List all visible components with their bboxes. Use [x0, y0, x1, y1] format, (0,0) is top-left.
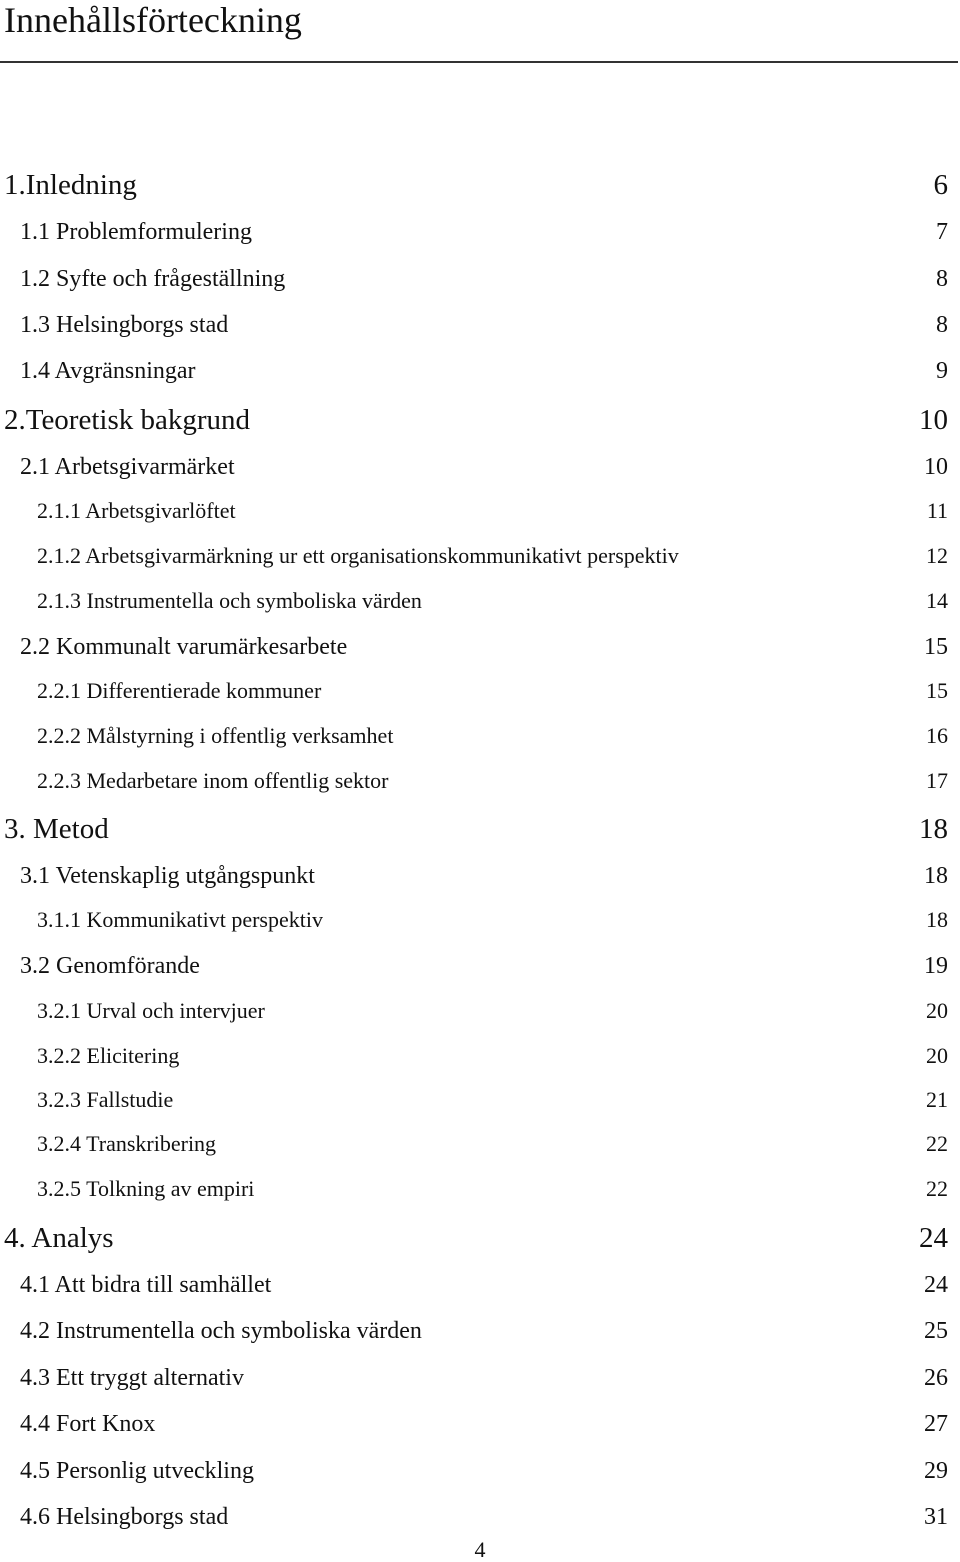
toc-entry: [4, 1221, 948, 1255]
toc-entry-label: 3.2.3 Fallstudie: [37, 1087, 174, 1112]
toc-entry: [37, 723, 948, 749]
toc-entry-page: 8: [936, 312, 948, 338]
toc-entry-label: 2.1.1 Arbetsgivarlöftet: [37, 498, 236, 523]
toc-entry: [20, 1410, 948, 1438]
toc-entry-label: 4.2 Instrumentella och symboliska värden: [20, 1318, 422, 1344]
toc-entry-label: 2.2.1 Differentierade kommuner: [37, 678, 322, 703]
toc-entry-page: 12: [926, 543, 948, 568]
toc-entry-page: 22: [926, 1176, 948, 1201]
toc-entry-page: 20: [926, 1043, 948, 1068]
toc-entry-page: 16: [926, 723, 948, 748]
toc-entry: [37, 1043, 948, 1069]
toc-entry: [4, 168, 948, 202]
toc-entry-page: 25: [924, 1318, 948, 1344]
toc-entry-label: 4. Analys: [4, 1222, 114, 1254]
toc-entry-label: 2.1 Arbetsgivarmärket: [20, 454, 235, 480]
toc-entry-page: 21: [926, 1087, 948, 1112]
toc-entry: [20, 633, 948, 661]
toc-entry-label: 3.2.1 Urval och intervjuer: [37, 998, 265, 1023]
toc-entry-label: 1.3 Helsingborgs stad: [20, 312, 229, 338]
toc-entry-label: 1.Inledning: [4, 169, 137, 201]
toc-entry-page: 8: [936, 266, 948, 292]
toc-entry-label: 1.1 Problemformulering: [20, 219, 252, 245]
title-divider: [0, 61, 958, 63]
toc-entry: [37, 588, 948, 614]
toc-entry-page: 11: [926, 498, 948, 523]
toc-entry-label: 2.2.2 Målstyrning i offentlig verksamhet: [37, 723, 394, 748]
toc-entry-label: 4.5 Personlig utveckling: [20, 1458, 254, 1484]
toc-entry: [20, 1317, 948, 1345]
toc-entry-label: 2.2 Kommunalt varumärkesarbete: [20, 634, 348, 660]
toc-entry-label: 4.1 Att bidra till samhället: [20, 1272, 272, 1298]
toc-entry-page: 10: [924, 454, 948, 480]
toc-entry-label: 4.3 Ett tryggt alternativ: [20, 1365, 244, 1391]
toc-entry-label: 3.1 Vetenskaplig utgångspunkt: [20, 863, 315, 889]
toc-entry-page: 10: [919, 404, 948, 436]
toc-entry: [20, 1457, 948, 1485]
toc-entry: [37, 678, 948, 704]
toc-entry: [4, 403, 948, 437]
page-number: 4: [474, 1537, 486, 1562]
toc-entry-page: 15: [924, 634, 948, 660]
toc-entry-page: 24: [919, 1222, 948, 1254]
toc-entry-label: 3.1.1 Kommunikativt perspektiv: [37, 907, 323, 932]
toc-entry: [37, 768, 948, 794]
toc-entry-label: 3.2.2 Elicitering: [37, 1043, 180, 1068]
toc-entry-page: 7: [936, 219, 948, 245]
toc-entry: [37, 998, 948, 1024]
toc-entry-page: 20: [926, 998, 948, 1023]
toc-entry-page: 9: [936, 358, 948, 384]
toc-entry: [20, 357, 948, 385]
toc-entry-label: 1.2 Syfte och frågeställning: [20, 266, 286, 292]
toc-entry-page: 18: [924, 863, 948, 889]
toc-entry-page: 18: [919, 813, 948, 845]
toc-entry-page: 31: [924, 1504, 948, 1530]
toc-entry-page: 29: [924, 1458, 948, 1484]
toc-entry-label: 3.2.4 Transkribering: [37, 1131, 217, 1156]
toc-entry-page: 19: [924, 953, 948, 979]
toc-entry: [37, 907, 948, 933]
toc-entry-label: 4.6 Helsingborgs stad: [20, 1504, 229, 1530]
toc-entry: [37, 1131, 948, 1157]
toc-entry-page: 22: [926, 1131, 948, 1156]
toc-entry: [20, 952, 948, 980]
toc-entry: [20, 311, 948, 339]
toc-entry-label: 1.4 Avgränsningar: [20, 358, 196, 384]
toc-entry: [20, 862, 948, 890]
toc-entry-label: 2.1.2 Arbetsgivarmärkning ur ett organisationskommunikativt perspektiv: [37, 543, 679, 568]
toc-entry-page: 24: [924, 1272, 948, 1298]
toc-entry: [20, 1503, 948, 1531]
toc-entry-page: 15: [926, 678, 948, 703]
toc-entry: [20, 1271, 948, 1299]
toc-entry-label: 3.2 Genomförande: [20, 953, 200, 979]
toc-entry-page: 14: [926, 588, 948, 613]
toc-entry: [20, 265, 948, 293]
toc-entry-page: 27: [924, 1411, 948, 1437]
toc-entry-label: 3.2.5 Tolkning av empiri: [37, 1176, 255, 1201]
toc-entry-label: 4.4 Fort Knox: [20, 1411, 156, 1437]
toc-entry-label: 3. Metod: [4, 813, 109, 845]
toc-entry: [20, 453, 948, 481]
toc-entry-label: 2.2.3 Medarbetare inom offentlig sektor: [37, 768, 389, 793]
toc-entry: [20, 218, 948, 246]
toc-entry: [37, 1176, 948, 1202]
toc-entry: [37, 1087, 948, 1113]
toc-entry-label: 2.Teoretisk bakgrund: [4, 404, 251, 436]
toc-entry-label: 2.1.3 Instrumentella och symboliska värden: [37, 588, 422, 613]
toc-entry-page: 26: [924, 1365, 948, 1391]
toc-entry-page: 6: [933, 169, 948, 201]
page-title: Innehållsförteckning: [4, 0, 302, 40]
toc-entry: [20, 1364, 948, 1392]
toc-entry: [4, 812, 948, 846]
toc-entry: [37, 543, 948, 569]
toc-entry-page: 17: [926, 768, 948, 793]
toc-entry-page: 18: [926, 907, 948, 932]
toc-entry: [37, 498, 948, 524]
